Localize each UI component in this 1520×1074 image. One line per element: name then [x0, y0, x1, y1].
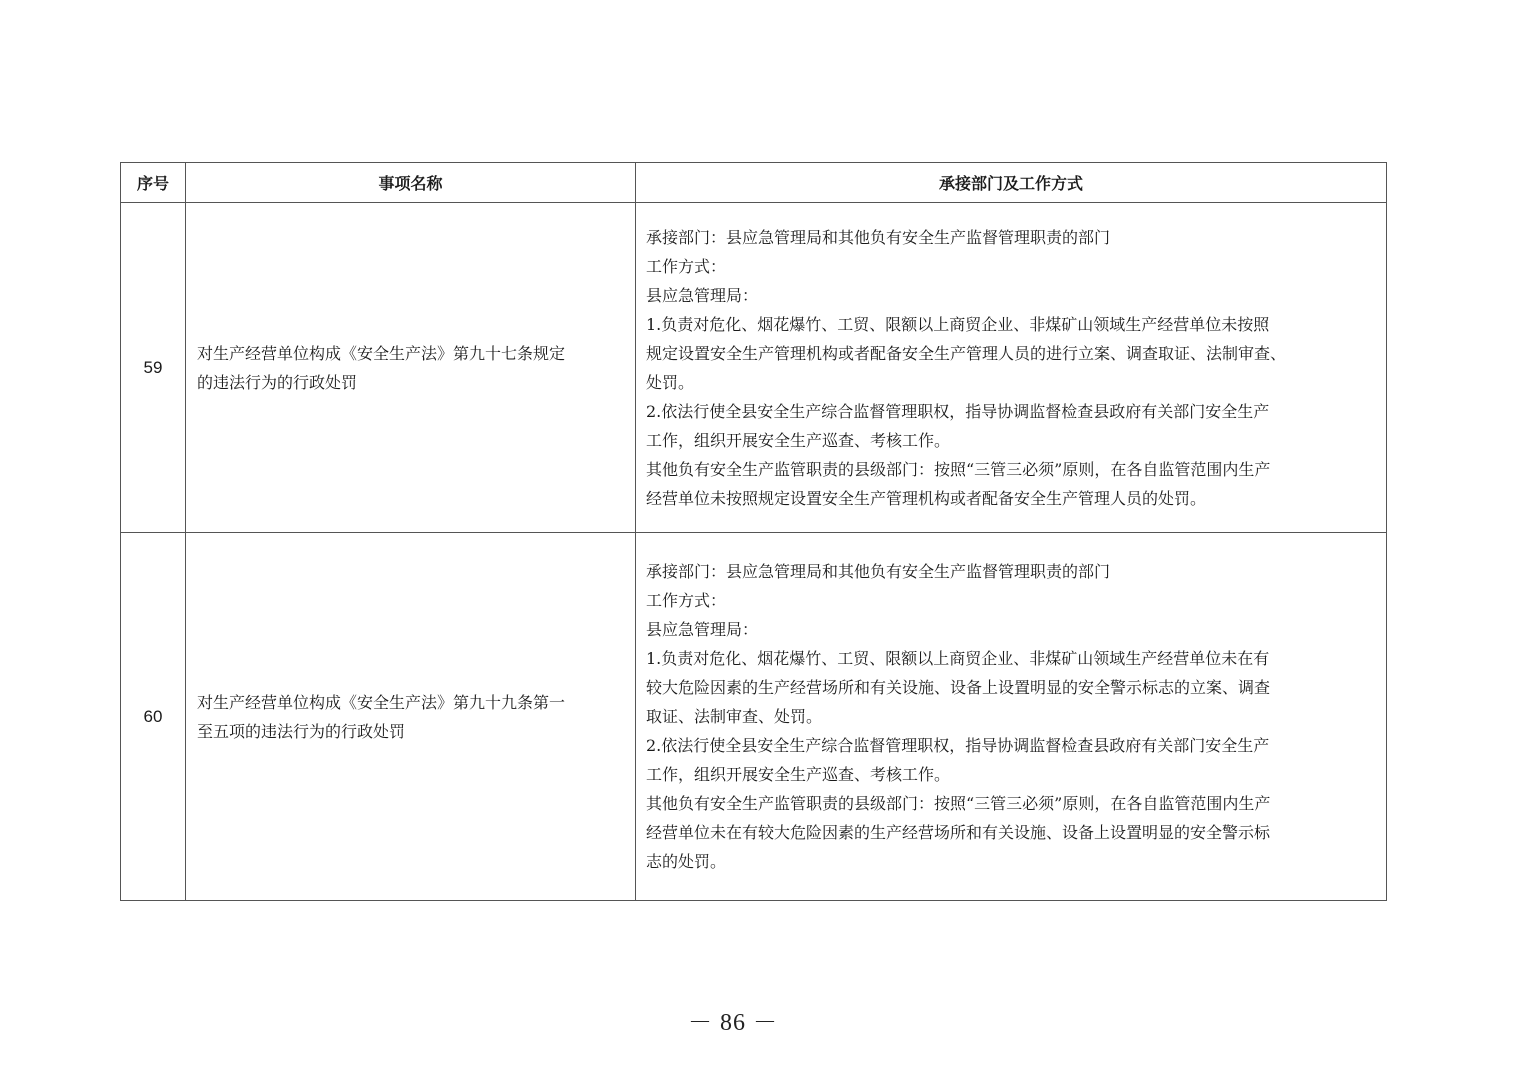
- dept-line: 承接部门：县应急管理局和其他负有安全生产监督管理职责的部门: [646, 562, 1111, 581]
- dept-line: 取证、法制审查、处罚。: [646, 707, 823, 726]
- header-item-name: 事项名称: [186, 163, 636, 203]
- dept-line: 工作方式：: [646, 591, 727, 610]
- dept-line: 1.负责对危化、烟花爆竹、工贸、限额以上商贸企业、非煤矿山领域生产经营单位未按照: [646, 314, 1270, 334]
- dept-line: 其他负有安全生产监管职责的县级部门：按照“三管三必须”原则，在各自监管范围内生产: [646, 459, 1271, 479]
- row-item-name: [186, 533, 636, 901]
- matters-table: [120, 162, 1387, 901]
- header-serial-number: 序号: [121, 163, 186, 203]
- dept-line: 经营单位未按照规定设置安全生产管理机构或者配备安全生产管理人员的处罚。: [646, 488, 1207, 508]
- dept-line: 承接部门：县应急管理局和其他负有安全生产监督管理职责的部门: [646, 227, 1111, 247]
- dept-line: 志的处罚。: [646, 852, 727, 871]
- dept-line: 较大危险因素的生产经营场所和有关设施、设备上设置明显的安全警示标志的立案、调查: [646, 678, 1271, 697]
- dept-line: 工作，组织开展安全生产巡查、考核工作。: [646, 765, 951, 784]
- table-header-row: [121, 163, 1387, 203]
- item-name-line: 对生产经营单位构成《安全生产法》第九十七条规定: [197, 343, 566, 363]
- row-item-name: [186, 203, 636, 533]
- dept-line: 县应急管理局：: [646, 620, 759, 639]
- item-name-line: 的违法行为的行政处罚: [197, 372, 358, 392]
- row-department-method: [636, 203, 1387, 533]
- row-serial-number: 59: [121, 203, 186, 533]
- table-row: [121, 533, 1387, 901]
- item-name-line: 至五项的违法行为的行政处罚: [197, 721, 406, 741]
- table-row: [121, 203, 1387, 533]
- item-name-line: 对生产经营单位构成《安全生产法》第九十九条第一: [197, 692, 566, 712]
- dept-line: 经营单位未在有较大危险因素的生产经营场所和有关设施、设备上设置明显的安全警示标: [646, 823, 1271, 842]
- dept-line: 县应急管理局：: [646, 285, 759, 305]
- dept-line: 1.负责对危化、烟花爆竹、工贸、限额以上商贸企业、非煤矿山领域生产经营单位未在有: [646, 649, 1270, 668]
- dept-line: 2.依法行使全县安全生产综合监督管理职权，指导协调监督检查县政府有关部门安全生产: [646, 736, 1270, 755]
- page-number: － 86 －: [688, 1010, 778, 1036]
- dept-line: 2.依法行使全县安全生产综合监督管理职权，指导协调监督检查县政府有关部门安全生产: [646, 401, 1270, 421]
- row-serial-number: 60: [121, 533, 186, 901]
- row-department-method: [636, 533, 1387, 901]
- header-department-method: 承接部门及工作方式: [636, 163, 1387, 203]
- dept-line: 工作方式：: [646, 256, 727, 276]
- dept-line: 工作，组织开展安全生产巡查、考核工作。: [646, 430, 951, 450]
- dept-line: 处罚。: [646, 372, 695, 392]
- dept-line: 规定设置安全生产管理机构或者配备安全生产管理人员的进行立案、调查取证、法制审查、: [646, 343, 1287, 363]
- dept-line: 其他负有安全生产监管职责的县级部门：按照“三管三必须”原则，在各自监管范围内生产: [646, 794, 1271, 813]
